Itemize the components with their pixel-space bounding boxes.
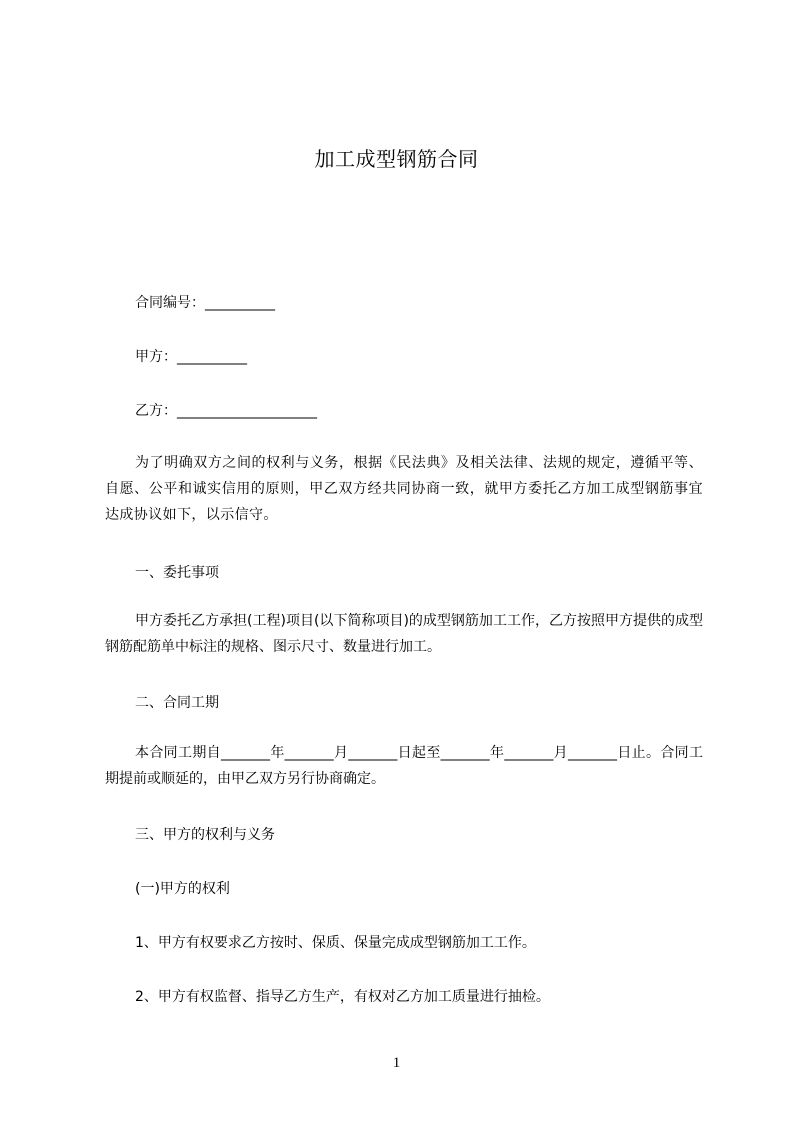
section-2-heading: 二、合同工期 [135, 695, 219, 711]
section-1-heading: 一、委托事项 [135, 565, 219, 581]
list-item: 2、甲方有权监督、指导乙方生产，有权对乙方加工质量进行抽检。 [135, 989, 550, 1005]
section-2-body: 本合同工期自_______年_______月_______日起至_______年_______月_______日止。合同工期提前或顺延的，由甲乙双方另行协商确定。 [105, 745, 703, 787]
party-b-field: 乙方：____________________ [135, 403, 317, 419]
contract-title: 加工成型钢筋合同 [314, 147, 479, 171]
page-number: 1 [392, 1055, 401, 1071]
preamble-paragraph: 为了明确双方之间的权利与义务，根据《民法典》及相关法律、法规的规定，遵循平等、自愿、公平和诚实信用的原则，甲乙双方经共同协商一致，就甲方委托乙方加工成型钢筋事宜达成协议如下，以示信守。 [105, 455, 703, 523]
contract-number-field: 合同编号：__________ [135, 295, 275, 311]
section-3-subheading: (一)甲方的权利 [135, 881, 230, 897]
section-1-body: 甲方委托乙方承担(工程)项目(以下简称项目)的成型钢筋加工工作，乙方按照甲方提供的成型钢筋配筋单中标注的规格、图示尺寸、数量进行加工。 [105, 613, 703, 655]
section-3-heading: 三、甲方的权利与义务 [135, 827, 275, 843]
list-item: 1、甲方有权要求乙方按时、保质、保量完成成型钢筋加工工作。 [135, 935, 536, 951]
party-a-field: 甲方：__________ [135, 349, 247, 365]
